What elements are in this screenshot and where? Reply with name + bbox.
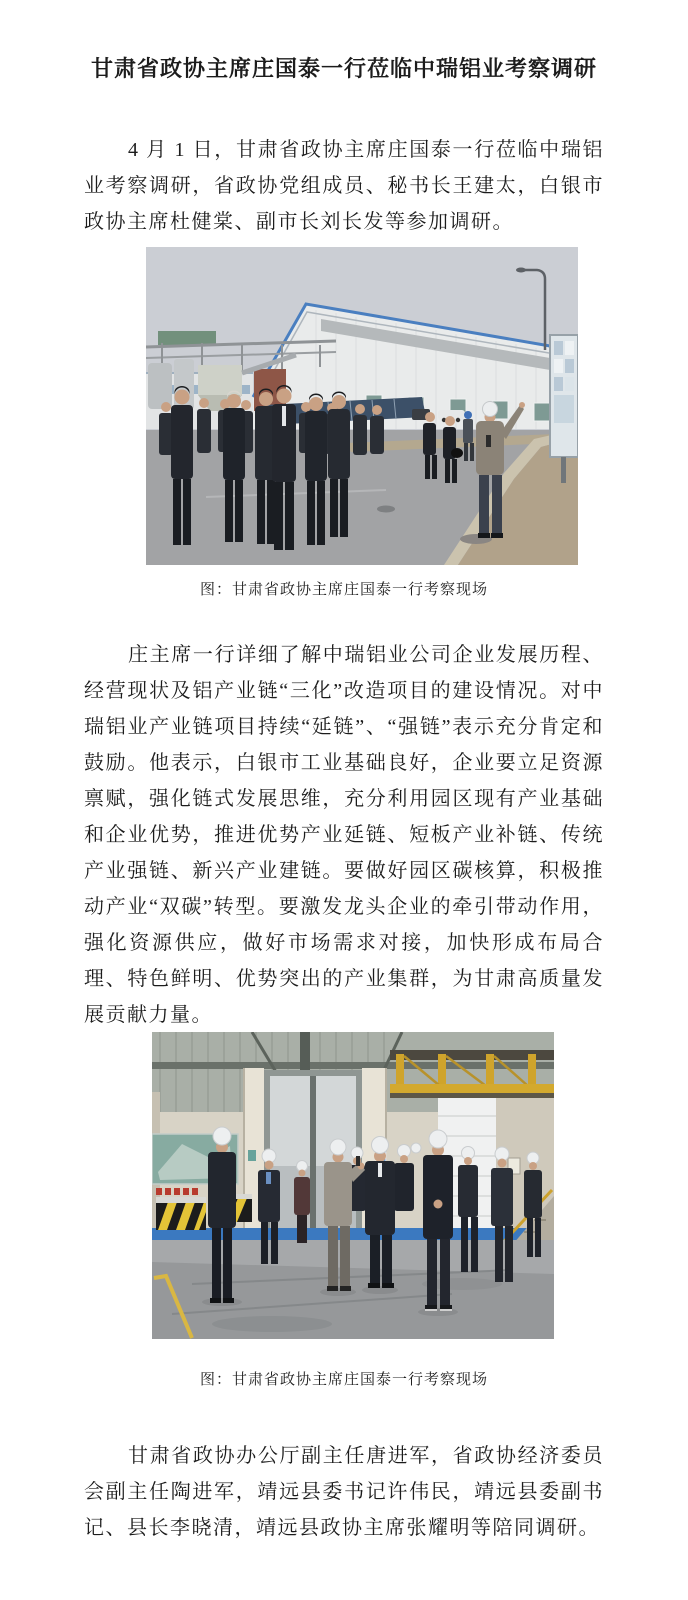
- photo-caption-1: 图：甘肃省政协主席庄国泰一行考察现场: [199, 582, 488, 598]
- workshop-photo: [152, 1032, 554, 1339]
- paragraph-2: 庄主席一行详细了解中瑞铝业公司企业发展历程、经营现状及铝产业链“三化”改造项目的建设情况。对中瑞铝业产业链项目持续“延链”、“强链”表示充分肯定和鼓励。他表示，白银市工业基础良好，企业要立足资源禀赋，强化链式发展思维，充分利用园区现有产业基础和企业优势，推进优势产业延链、短板产业补链、传统产业强链、新兴产业建链。要做好园区碳核算，积极推动产业“双碳”转型。要激发龙头企业的牵引带动作用，强化资源供应，做好市场需求对接，加快形成布局合理、特色鲜明、优势突出的产业集群，为甘肃高质量发展贡献力量。: [84, 644, 604, 1026]
- paragraph-1: 4 月 1 日，甘肃省政协主席庄国泰一行莅临中瑞铝业考察调研，省政协党组成员、秘书长王建太，白银市政协主席杜健棠、副市长刘长发等参加调研。: [84, 139, 604, 233]
- outdoor-site-photo: [146, 247, 578, 565]
- paragraph-3: 甘肃省政协办公厅副主任唐进军，省政协经济委员会副主任陶进军，靖远县委书记许伟民，靖远县委副书记、县长李晓清，靖远县政协主席张耀明等陪同调研。: [84, 1445, 604, 1539]
- outdoor-site-photo-graphic: [146, 247, 578, 565]
- article-title: 甘肃省政协主席庄国泰一行莅临中瑞铝业考察调研: [90, 56, 597, 81]
- workshop-photo-graphic: [152, 1032, 554, 1339]
- photo-caption-2: 图：甘肃省政协主席庄国泰一行考察现场: [199, 1372, 488, 1388]
